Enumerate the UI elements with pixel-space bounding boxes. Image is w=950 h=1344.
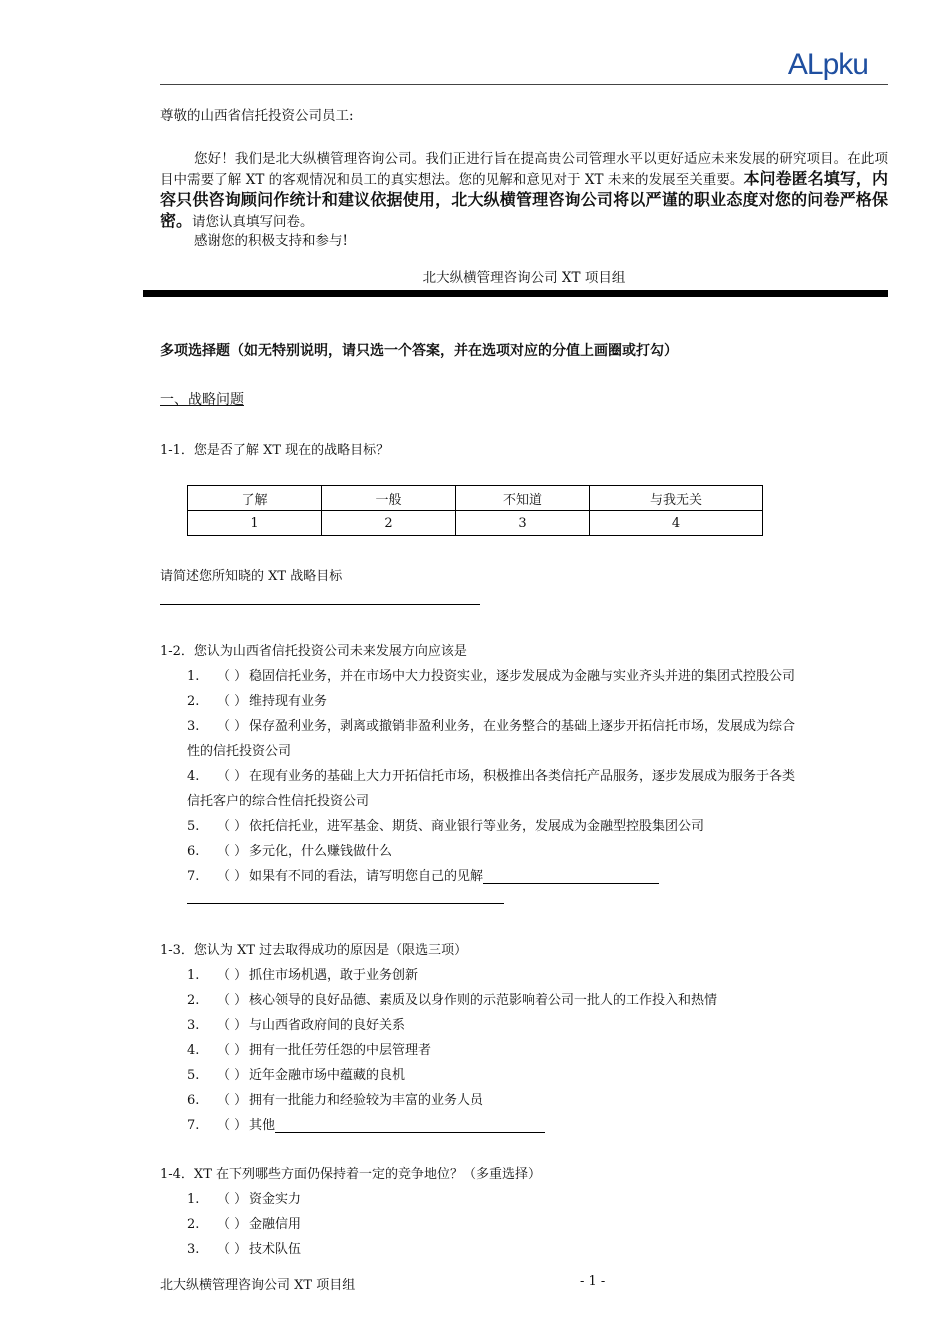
section-divider <box>143 290 888 297</box>
question-1-3: 1-3．您认为 XT 过去取得成功的原因是（限选三项） <box>160 943 468 958</box>
option-checkbox[interactable]: （ ） <box>217 968 248 983</box>
option-number: 7. <box>187 1118 200 1133</box>
option-checkbox[interactable]: （ ） <box>217 1192 248 1207</box>
option-number: 4. <box>187 1043 200 1058</box>
option-label: 近年金融市场中蕴藏的良机 <box>249 1068 406 1083</box>
question-1-4: 1-4．XT 在下列哪些方面仍保持着一定的竞争地位？（多重选择） <box>160 1167 541 1182</box>
option-item[interactable] <box>187 840 392 859</box>
option-checkbox[interactable]: （ ） <box>217 1118 248 1133</box>
table-score-row <box>188 511 763 536</box>
option-checkbox[interactable]: （ ） <box>217 669 248 684</box>
table-header-cell: 一般 <box>322 486 456 511</box>
option-checkbox[interactable]: （ ） <box>217 1217 248 1232</box>
option-item[interactable] <box>187 1089 483 1108</box>
option-number: 2. <box>187 694 200 709</box>
option-checkbox[interactable]: （ ） <box>217 719 248 734</box>
answer-line[interactable] <box>483 869 659 884</box>
option-checkbox[interactable]: （ ） <box>217 769 248 784</box>
option-checkbox[interactable]: （ ） <box>217 993 248 1008</box>
option-checkbox[interactable]: （ ） <box>217 1018 248 1033</box>
answer-line[interactable] <box>275 1118 545 1133</box>
option-item[interactable] <box>187 964 418 983</box>
option-checkbox[interactable]: （ ） <box>217 1242 248 1257</box>
option-label-continued: 信托客户的综合性信托投资公司 <box>187 794 370 809</box>
table-header-cell: 不知道 <box>456 486 590 511</box>
option-number: 2. <box>187 993 200 1008</box>
option-number: 4. <box>187 769 200 784</box>
option-number: 5. <box>187 819 200 834</box>
part-title: 一、战略问题 <box>160 392 244 408</box>
option-checkbox[interactable]: （ ） <box>217 819 248 834</box>
option-label: 技术队伍 <box>249 1242 302 1257</box>
option-item[interactable] <box>187 815 704 834</box>
option-item[interactable] <box>187 690 327 709</box>
option-label: 其他 <box>249 1118 276 1133</box>
option-item[interactable] <box>187 665 795 684</box>
option-label: 拥有一批任劳任怨的中层管理者 <box>249 1043 432 1058</box>
option-item[interactable] <box>187 865 659 884</box>
option-number: 1. <box>187 1192 200 1207</box>
option-item[interactable] <box>187 765 795 784</box>
option-label: 稳固信托业务，并在市场中大力投资实业，逐步发展成为金融与实业齐头并进的集团式控股公司 <box>249 669 796 684</box>
footer-text: 北大纵横管理咨询公司 XT 项目组 <box>160 1278 356 1293</box>
option-item[interactable] <box>187 989 717 1008</box>
option-number: 3. <box>187 1018 200 1033</box>
option-item[interactable] <box>187 1039 431 1058</box>
option-number: 1. <box>187 968 200 983</box>
intro-text: 您好！我们是北大纵横管理咨询公司。我们正进行旨在提高贵公司管理水平以更好适应未来发展的研究项目。在此项目中需要了解 XT 的客观情况和员工的真实想法。您的见解和意见对于 XT 未来的发展至关重要。 <box>160 151 888 188</box>
option-label: 保存盈利业务，剥离或撤销非盈利业务，在业务整合的基础上逐步开拓信托市场，发展成为综合 <box>249 719 796 734</box>
option-label: 资金实力 <box>249 1192 302 1207</box>
option-checkbox[interactable]: （ ） <box>217 694 248 709</box>
table-header-cell: 了解 <box>188 486 322 511</box>
option-label: 与山西省政府间的良好关系 <box>249 1018 406 1033</box>
option-number: 3. <box>187 719 200 734</box>
section-title: 多项选择题（如无特别说明，请只选一个答案，并在选项对应的分值上画圈或打勾） <box>160 343 678 359</box>
option-label: 维持现有业务 <box>249 694 328 709</box>
option-number: 6. <box>187 1093 200 1108</box>
option-label: 在现有业务的基础上大力开拓信托市场，积极推出各类信托产品服务，逐步发展成为服务于各类 <box>249 769 796 784</box>
score-cell[interactable]: 4 <box>590 511 763 536</box>
letter-greeting: 尊敬的山西省信托投资公司员工: <box>160 108 354 124</box>
option-checkbox[interactable]: （ ） <box>217 869 248 884</box>
answer-line[interactable] <box>160 604 480 605</box>
intro-bold-text: 本问卷匿名填写，内容只供咨询顾问作统计和建议依据使用，北大纵横管理咨询公司将以严谨的职业态度对您的问卷严格保密。 <box>160 169 888 230</box>
option-label: 依托信托业，进军基金、期货、商业银行等业务，发展成为金融型控股集团公司 <box>249 819 705 834</box>
option-item[interactable] <box>187 1188 301 1207</box>
question-1-1: 1-1．您是否了解 XT 现在的战略目标？ <box>160 443 390 458</box>
option-number: 6. <box>187 844 200 859</box>
letter-signature: 北大纵横管理咨询公司 XT 项目组 <box>422 270 626 286</box>
option-checkbox[interactable]: （ ） <box>217 1093 248 1108</box>
option-checkbox[interactable]: （ ） <box>217 1043 248 1058</box>
intro-tail-text: 请您认真填写问卷。 <box>192 214 314 230</box>
table-header-cell: 与我无关 <box>590 486 763 511</box>
option-label: 金融信用 <box>249 1217 302 1232</box>
option-number: 3. <box>187 1242 200 1257</box>
option-label: 多元化，什么赚钱做什么 <box>249 844 393 859</box>
option-item[interactable] <box>187 1213 301 1232</box>
question-1-1-followup: 请简述您所知晓的 XT 战略目标 <box>160 569 343 584</box>
option-checkbox[interactable]: （ ） <box>217 1068 248 1083</box>
option-item[interactable] <box>187 1014 405 1033</box>
option-number: 2. <box>187 1217 200 1232</box>
page-number: - 1 - <box>580 1274 606 1289</box>
option-label: 如果有不同的看法，请写明您自己的见解 <box>249 869 484 884</box>
score-cell[interactable]: 2 <box>322 511 456 536</box>
option-number: 7. <box>187 869 200 884</box>
option-item[interactable] <box>187 715 795 734</box>
score-cell[interactable]: 3 <box>456 511 590 536</box>
letter-thanks: 感谢您的积极支持和参与! <box>194 233 348 249</box>
header-divider <box>160 84 888 85</box>
option-label-continued: 性的信托投资公司 <box>187 744 292 759</box>
question-1-1-table <box>187 485 763 536</box>
company-logo: ALpku <box>787 48 868 81</box>
option-item[interactable] <box>187 1114 545 1133</box>
option-number: 5. <box>187 1068 200 1083</box>
option-checkbox[interactable]: （ ） <box>217 844 248 859</box>
letter-intro <box>160 150 888 232</box>
option-item[interactable] <box>187 1238 301 1257</box>
question-1-2: 1-2．您认为山西省信托投资公司未来发展方向应该是 <box>160 644 467 659</box>
answer-line[interactable] <box>187 903 504 904</box>
option-label: 拥有一批能力和经验较为丰富的业务人员 <box>249 1093 484 1108</box>
option-label: 抓住市场机遇，敢于业务创新 <box>249 968 419 983</box>
option-number: 1. <box>187 669 200 684</box>
option-item[interactable] <box>187 1064 405 1083</box>
table-header-row <box>188 486 763 511</box>
option-label: 核心领导的良好品德、素质及以身作则的示范影响着公司一批人的工作投入和热情 <box>249 993 718 1008</box>
score-cell[interactable]: 1 <box>188 511 322 536</box>
